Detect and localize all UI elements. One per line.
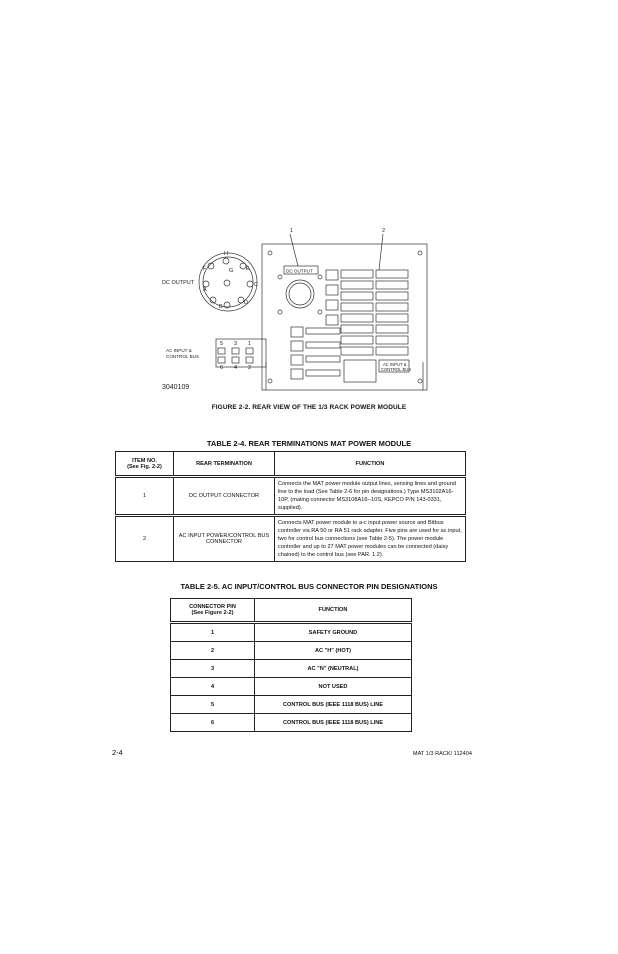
- pin-cell: 2: [171, 642, 255, 660]
- pin-letter-c: C: [254, 282, 258, 288]
- pin-number-1: 1: [248, 341, 252, 347]
- termination-cell: AC INPUT POWER/CONTROL BUS CONNECTOR: [174, 517, 275, 562]
- panel-dc-output-label: DC OUTPUT: [286, 268, 313, 274]
- termination-cell: DC OUTPUT CONNECTOR: [174, 478, 275, 515]
- table-row: [171, 642, 412, 660]
- pin-letter-h: H: [224, 251, 228, 257]
- function-cell: NOT USED: [255, 678, 412, 696]
- ac-input-label-line2: CONTROL BUS: [166, 354, 200, 359]
- pin-cell: 6: [171, 714, 255, 732]
- pin-number-3: 3: [234, 341, 238, 347]
- item-cell: 1: [116, 478, 174, 515]
- ac-input-label-line1: AC INPUT &: [166, 348, 192, 353]
- table-2-5-title: TABLE 2-5. AC INPUT/CONTROL BUS CONNECTOR PIN DESIGNATIONS: [180, 582, 438, 591]
- pin-cell: 4: [171, 678, 255, 696]
- callout-1: 1: [290, 228, 294, 234]
- panel-ac-label-line2: CONTROL BUS: [381, 367, 412, 372]
- callout-2: 2: [382, 228, 386, 234]
- function-cell: AC "N" (NEUTRAL): [255, 660, 412, 678]
- header-connector-pin-line1: CONNECTOR PIN: [189, 604, 236, 610]
- pin-letter-e: E: [246, 266, 250, 272]
- header-item-no-line2: (See Fig. 2-2): [127, 463, 162, 470]
- function-cell: CONTROL BUS (IEEE 1118 BUS) LINE: [255, 696, 412, 714]
- pin-letter-d: D: [244, 300, 248, 306]
- function-cell: SAFETY GROUND: [255, 624, 412, 642]
- header-connector-pin-line2: (See Figure 2-2): [191, 610, 234, 616]
- document-id: MAT 1/3 RACK/ 112404: [412, 751, 472, 757]
- table-header-row: [171, 599, 412, 622]
- function-cell: AC "H" (HOT): [255, 642, 412, 660]
- dc-output-label: DC OUTPUT: [162, 280, 195, 286]
- function-cell: Connects MAT power module to a-c input power source and Bitbus controller via RA 50 or RA 51 rack adapter. Five pins are used for ac input, two for control bus connections (see Table 2-5). The power module controller and up to 27 MAT power modules can be connected (daisy chained) to the control bus (see PAR. 1.2).: [275, 517, 466, 562]
- header-item-no: [116, 452, 174, 476]
- panel-ac-label-line1: AC INPUT &: [383, 362, 407, 367]
- function-cell: Connects the MAT power module output lines, sensing lines and ground line to the load (See Table 2-6 for pin designations.) Type MS3102A16-10P, (mating connector MS3108A16--10S, KEPCO P/N 143-0331, supplied).: [275, 478, 466, 515]
- pin-letter-a: A: [203, 287, 207, 293]
- drawing-number: 3040109: [162, 384, 190, 391]
- pin-letter-b: B: [219, 304, 223, 310]
- table-row: [171, 624, 412, 642]
- figure-caption: FIGURE 2-2. REAR VIEW OF THE 1/3 RACK POWER MODULE: [211, 404, 407, 411]
- page-number: 2-4: [112, 748, 123, 757]
- table-row: [116, 517, 466, 562]
- pin-number-5: 5: [220, 341, 224, 347]
- rear-terminations-table: [115, 451, 466, 562]
- pin-cell: 1: [171, 624, 255, 642]
- table-row: [116, 478, 466, 515]
- header-rear-termination: REAR TERMINATION: [174, 452, 275, 476]
- pin-number-6: 6: [220, 365, 224, 371]
- header-item-no-line1: ITEM NO.: [132, 457, 157, 464]
- pin-letter-g: G: [229, 268, 234, 274]
- table-row: [171, 660, 412, 678]
- pin-cell: 5: [171, 696, 255, 714]
- pin-letter-f: F: [203, 266, 207, 272]
- header-function: FUNCTION: [275, 452, 466, 476]
- header-function: FUNCTION: [255, 599, 412, 622]
- table-2-4-title: TABLE 2-4. REAR TERMINATIONS MAT POWER MODULE: [206, 439, 412, 448]
- pin-number-4: 4: [234, 365, 238, 371]
- pin-designations-table: [170, 598, 412, 732]
- rear-view-figure: [150, 228, 480, 404]
- item-cell: 2: [116, 517, 174, 562]
- header-connector-pin: [171, 599, 255, 622]
- table-row: [171, 678, 412, 696]
- table-header-row: [116, 452, 466, 476]
- table-row: [171, 714, 412, 732]
- pin-number-2: 2: [248, 365, 252, 371]
- function-cell: CONTROL BUS (IEEE 1118 BUS) LINE: [255, 714, 412, 732]
- pin-cell: 3: [171, 660, 255, 678]
- table-row: [171, 696, 412, 714]
